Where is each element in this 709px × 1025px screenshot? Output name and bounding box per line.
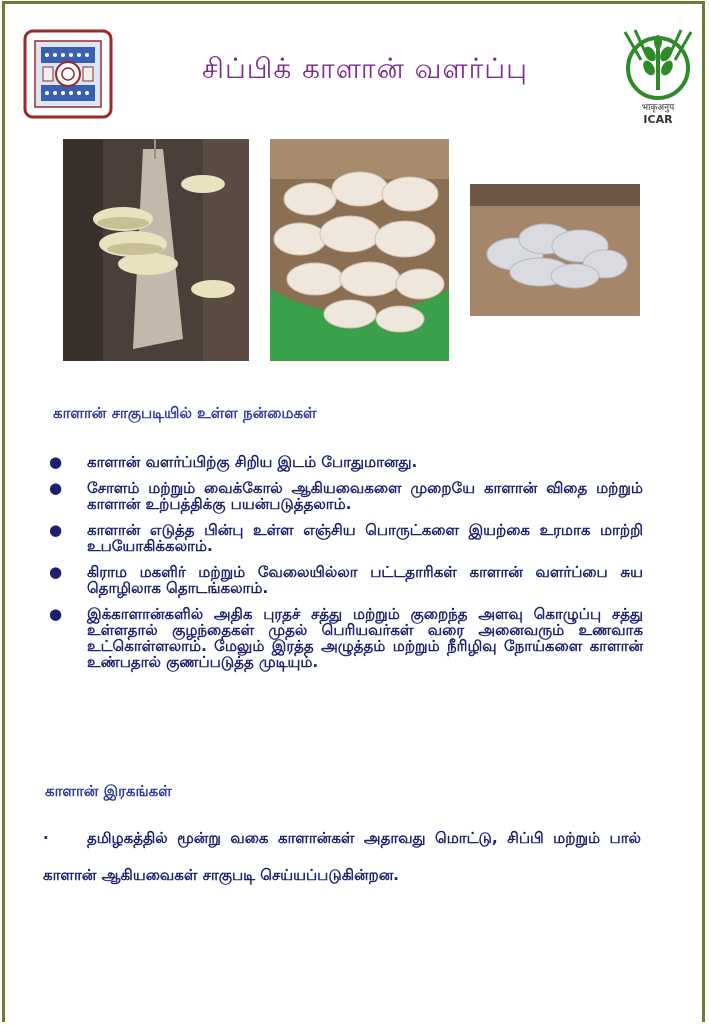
bullet-icon: ● [49,521,63,539]
bullet-icon: · [43,829,49,847]
bullet-icon: ● [49,563,63,581]
gandhigram-logo [23,29,113,119]
packed-mushrooms-photo [470,184,640,316]
list-item [43,454,643,470]
icar-logo [617,26,699,126]
list-item [43,522,643,554]
harvested-oyster-mushrooms-photo [270,139,449,361]
list-item-text: சோளம் மற்றும் வைக்கோல் ஆகியவைகளை முறையே காளான் விதை மற்றும் காளான் உற்பத்திக்கு பயன்படுத்தலாம். [87,479,643,513]
list-item [43,606,643,670]
varieties-text: தமிழகத்தில் மூன்று வகை காளான்கள் அதாவது மொட்டு, சிப்பி மற்றும் பால் காளான் ஆகியவைகள் சாகுபடி செய்யப்படுகின்றன. [43,829,641,884]
list-item-text: கிராம மகளிர் மற்றும் வேலையில்லா பட்டதாரிகள் காளான் வளர்ப்பை சுய தொழிலாக தொடங்கலாம். [87,563,643,597]
hanging-oyster-mushroom-bag-photo [63,139,249,361]
page [2,1,705,1022]
bullet-icon: ● [49,479,63,497]
list-item-text: காளான் வளர்ப்பிற்கு சிறிய இடம் போதுமானது. [87,453,418,471]
benefits-heading: காளான் சாகுபடியில் உள்ள நன்மைகள் [53,404,317,422]
varieties-paragraph [43,820,641,894]
page-title: சிப்பிக் காளான் வளர்ப்பு [202,52,528,85]
varieties-heading: காளான் இரகங்கள் [45,782,172,800]
list-item-text: இக்காளான்களில் அதிக புரதச் சத்து மற்றும் குறைந்த அளவு கொழுப்பு சத்து உள்ளதால் குழந்தைகள் முதல் பெரியவர்கள் வரை அனைவரும் உணவாக உட்கொள்ளலாம். மேலும் இரத்த அழுத்தம் மற்றும் நீரிழிவு நோய்களை காளான் உண்பதால் குணப்படுத்த முடியும். [87,605,643,671]
list-item [43,480,643,512]
benefits-list [43,454,643,680]
icar-caption: ICAR [643,113,673,126]
icar-hindi-caption: भाकृअनुप [641,103,675,113]
bullet-icon: ● [49,453,63,471]
list-item-text: காளான் எடுத்த பின்பு உள்ள எஞ்சிய பொருட்களை இயற்கை உரமாக மாற்றி உபயோகிக்கலாம். [87,521,643,555]
bullet-icon: ● [49,605,63,623]
list-item [43,564,643,596]
